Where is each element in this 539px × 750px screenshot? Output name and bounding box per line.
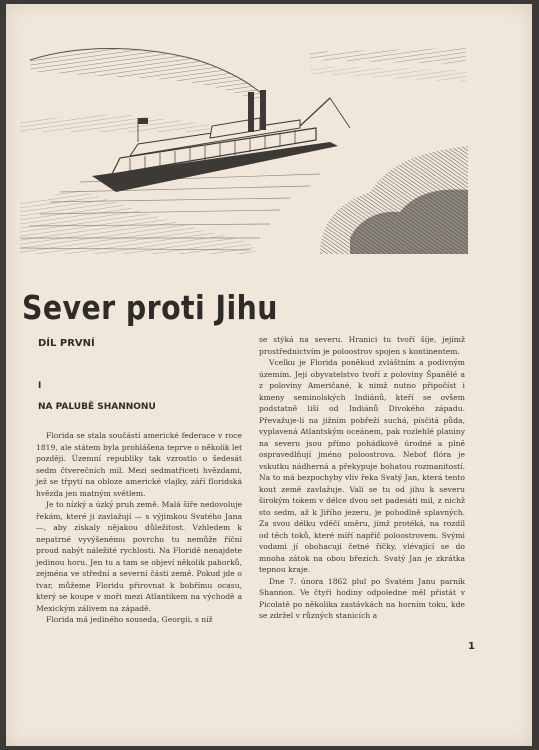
paragraph: Florida má jediného souseda, Georgii, s níž [46,615,213,624]
paragraph: Dne 7. února 1862 plul po Svatém Janu parník Shannon. Ve čtyři hodiny odpoledne měl přistát v Picolatě po několika zastávkách na horním toku, kde se zdržel v různých stanicích a [259,576,465,620]
smokestack [260,90,266,130]
steamboat-illustration [20,42,468,254]
smokestack [248,92,254,132]
smoke-plume [30,49,264,103]
chapter-number: I [38,381,42,391]
flag-icon [138,118,148,124]
paragraph: Florida se stala součástí americké federace v roce 1819, ale státem byla prohlášena teprve o několik let později. Územní republiky tak vzrostlo o šedesát sedm čtverečních mil. Mezi sedmatřiceti hvězdami, jež se třpytí na obloze americké vlajky, září floridská hvězda jen matným světlem. [36,431,242,498]
paragraph: Vcelku je Florida poněkud zvláštním a podivným územím. Její obyvatelstvo tvoří z poloviny Španělé a z poloviny Američané, k nimž nutno připočíst i kmeny seminolských Indiánů, kteří se ovšem podstatně liší od Indiánů Divokého západu. Převažuje-li na jižním pobřeží suchá, písčitá půda, vyplavená Atlantským oceánem, pak rozlehlé planiny na severu jsou přímo pohádkově úrodné a plně ospravedlňují jméno poloostrova. Neboť flóra je vskutku nádherná a překypuje bohatou rozmanitostí. Na to má bezpochyby vliv řeka Svatý Jan, která tento kout země zavlažuje. Valí se tu od jihu k severu širokým tokem v délce dvou set padesáti mil, z nichž sto sedm, až k Jiřího jezeru, je pohodlně splavných. Za svou délku vděčí směru, jímž protéká, na rozdíl od těch toků, které míří napříč poloostrovem. Svými vodami jí obohacují četné říčky, vlévající se do mnoha zátok na obou březích. Svatý Jan je zkrátka tepnou kraje. [259,358,465,574]
page-number: 1 [468,641,475,652]
part-heading: DÍL PRVNÍ [38,338,95,349]
book-page [6,4,532,746]
text-column-left [36,430,242,626]
chapter-title: NA PALUBĚ SHANNONU [38,402,156,412]
paragraph: se stýká na severu. Hranici tu tvoří šíje, jejímž prostřednictvím je poloostrov spojen s kontinentem. [259,335,465,356]
paragraph: Je to nízký a úzký pruh země. Malá šíře nedovoluje řekám, které ji zavlažují — s výjimkou Svatého Jana —, aby získaly nějakou důležitost. Vzhledem k nepatrné vyvýšenému povrchu tu nemůže říční proud nabýt náležité rychlosti. Na Floridě nenajdete jedinou horu. Jen tu a tam se objeví několik pahorků, zejména ve střední a severní části země. Pokud jde o tvar, můžeme Floridu přirovnat k bobřímu ocasu, který se koupe v moři mezi Atlantikem na východě a Mexickým zálivem na západě. [36,500,242,613]
far-shore [310,48,466,64]
book-title: Sever proti Jihu [22,288,278,327]
text-column-right [259,334,465,622]
